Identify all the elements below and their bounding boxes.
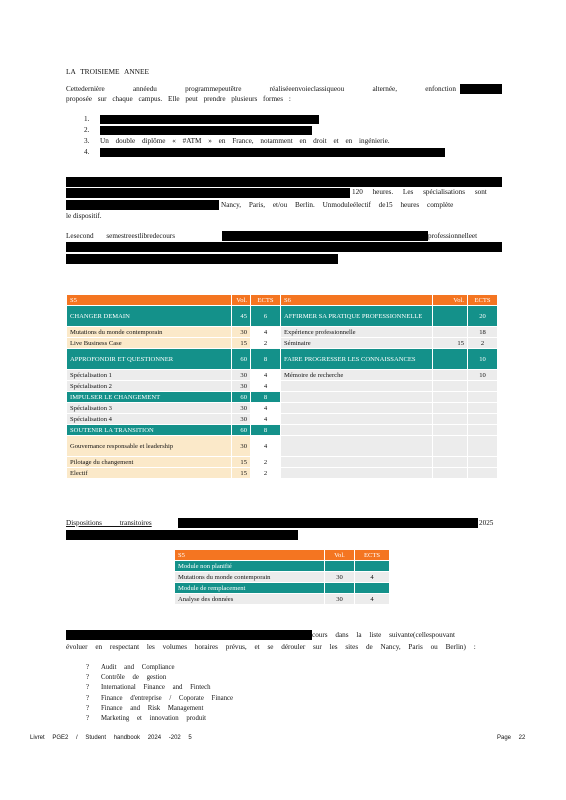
bullet-icon: ? xyxy=(86,684,90,692)
redaction xyxy=(66,200,219,210)
row-volume: 30 xyxy=(232,436,251,457)
row-label: Mutations du monde contemporain xyxy=(67,327,232,338)
row-label: Electif xyxy=(67,468,232,479)
row-volume: 30 xyxy=(232,370,251,381)
list-item: Audit and Compliance xyxy=(101,664,175,671)
empty-cell xyxy=(281,381,433,392)
intro-word: programmepeutêtre xyxy=(185,85,242,93)
row-label: SOUTENIR LA TRANSITION xyxy=(67,425,232,436)
section-heading: LA TROISIEME ANNEE xyxy=(66,67,150,76)
row-ects: 20 xyxy=(468,306,498,327)
row-volume: 60 xyxy=(232,349,251,370)
empty-cell xyxy=(281,392,433,403)
table-row xyxy=(67,457,498,468)
row-volume: 30 xyxy=(232,381,251,392)
intro-word: réaliséeenvoieclassiqueou xyxy=(269,85,345,93)
dispositions-year: 2025 xyxy=(479,519,494,527)
row-ects xyxy=(355,583,390,594)
row-volume: 30 xyxy=(232,327,251,338)
table-row xyxy=(175,594,390,605)
empty-cell xyxy=(468,403,498,414)
row-ects: 4 xyxy=(251,414,281,425)
row-label: Module de remplacement xyxy=(175,583,325,594)
row-volume: 60 xyxy=(232,425,251,436)
row-volume xyxy=(325,561,355,572)
list-item: International Finance and Fintech xyxy=(101,684,211,692)
row-volume: 30 xyxy=(325,594,355,605)
para4-line-1: cours dans la liste suivante(cellespouvant xyxy=(312,631,455,639)
row-label: Pilotage du changement xyxy=(67,457,232,468)
row-label: Analyse des données xyxy=(175,594,325,605)
list-item: Marketing et innovation produit xyxy=(101,715,207,722)
row-label: Spécialisation 3 xyxy=(67,403,232,414)
table-row xyxy=(67,468,498,479)
redaction xyxy=(66,242,502,252)
empty-cell xyxy=(281,425,433,436)
header-volume: Vol. xyxy=(325,550,355,561)
footer-page: Page 22 xyxy=(497,735,526,741)
table-row xyxy=(67,381,498,392)
redaction xyxy=(178,518,478,528)
para3-lead: Lesecond semestreestlibredecours xyxy=(66,232,175,240)
row-volume xyxy=(433,306,468,327)
row-label: Spécialisation 2 xyxy=(67,381,232,392)
row-ects: 8 xyxy=(251,392,281,403)
intro-word: annéedu xyxy=(132,85,157,93)
row-volume: 45 xyxy=(232,306,251,327)
row-volume xyxy=(433,327,468,338)
para2-line-1: 120 heures. Les spécialisations sont xyxy=(352,188,487,196)
empty-cell xyxy=(433,381,468,392)
redaction xyxy=(100,126,312,135)
row-ects: 8 xyxy=(251,349,281,370)
redaction xyxy=(100,115,319,124)
row-ects: 2 xyxy=(468,338,498,349)
list-item-3: Un double diplôme « #ATM » en France, notamment en droit et en ingénierie. xyxy=(100,137,390,145)
list-number: 4. xyxy=(84,148,90,156)
list-number: 3. xyxy=(84,137,90,145)
ects-table-body xyxy=(67,295,498,479)
bullet-icon: ? xyxy=(86,674,90,682)
table-header-row xyxy=(175,550,390,561)
row-label: Mutations du monde contemporain xyxy=(175,572,325,583)
row-volume xyxy=(433,370,468,381)
row-volume: 30 xyxy=(232,403,251,414)
header-volume: Vol. xyxy=(232,295,251,306)
empty-cell xyxy=(433,403,468,414)
empty-cell xyxy=(468,468,498,479)
empty-cell xyxy=(468,436,498,457)
redaction xyxy=(66,530,298,540)
row-ects: 4 xyxy=(251,403,281,414)
footer-left: Livret PGE2 / Student handbook 2024 -202 5 xyxy=(30,735,192,741)
replacement-table xyxy=(174,549,390,605)
row-label: CHANGER DEMAIN xyxy=(67,306,232,327)
empty-cell xyxy=(281,436,433,457)
empty-cell xyxy=(468,381,498,392)
empty-cell xyxy=(281,457,433,468)
redaction xyxy=(460,84,502,94)
row-ects xyxy=(355,561,390,572)
header-semester: S6 xyxy=(281,295,433,306)
redaction xyxy=(222,231,428,241)
empty-cell xyxy=(281,468,433,479)
row-volume: 60 xyxy=(232,392,251,403)
redaction xyxy=(66,254,338,264)
row-label: FAIRE PROGRESSER LES CONNAISSANCES xyxy=(281,349,433,370)
row-ects: 4 xyxy=(251,436,281,457)
row-label: APPROFONDIR ET QUESTIONNER xyxy=(67,349,232,370)
row-label: AFFIRMER SA PRATIQUE PROFESSIONNELLE xyxy=(281,306,433,327)
bullet-icon: ? xyxy=(86,715,90,722)
list-number: 2. xyxy=(84,126,90,134)
intro-line-2: proposée sur chaque campus. Elle peut prendre plusieurs formes : xyxy=(66,95,291,103)
row-volume: 30 xyxy=(232,414,251,425)
row-ects: 2 xyxy=(251,468,281,479)
intro-word: Cettedernière xyxy=(66,85,105,93)
table-row xyxy=(67,349,498,370)
row-ects: 2 xyxy=(251,457,281,468)
para4-line-2: évoluer en respectant les volumes horaires prévus, et se dérouler sur les sites de Nancy, Paris ou Berlin) : xyxy=(66,643,476,651)
table-header-row xyxy=(67,295,498,306)
table-row xyxy=(67,327,498,338)
table-row xyxy=(67,306,498,327)
row-volume xyxy=(325,583,355,594)
empty-cell xyxy=(433,436,468,457)
empty-cell xyxy=(433,414,468,425)
empty-cell xyxy=(468,457,498,468)
header-semester: S5 xyxy=(175,550,325,561)
empty-cell xyxy=(433,392,468,403)
header-ects: ECTS xyxy=(468,295,498,306)
row-volume: 15 xyxy=(232,468,251,479)
list-item: Finance and Risk Management xyxy=(101,704,204,712)
replacement-table-body xyxy=(175,550,390,605)
row-ects: 2 xyxy=(251,338,281,349)
bullet-icon: ? xyxy=(86,704,90,712)
redaction xyxy=(66,188,350,198)
empty-cell xyxy=(468,392,498,403)
row-volume xyxy=(433,349,468,370)
row-ects: 4 xyxy=(251,370,281,381)
empty-cell xyxy=(433,468,468,479)
row-label: Gouvernance responsable et leadership xyxy=(67,436,232,457)
table-row xyxy=(67,425,498,436)
para2-line-3: le dispositif. xyxy=(66,212,102,220)
empty-cell xyxy=(281,414,433,425)
list-item: Finance d'entreprise / Coporate Finance xyxy=(101,694,234,702)
intro-line-1 xyxy=(66,85,456,94)
row-ects: 4 xyxy=(251,327,281,338)
header-volume: Vol. xyxy=(433,295,468,306)
empty-cell xyxy=(433,425,468,436)
row-label: Spécialisation 4 xyxy=(67,414,232,425)
row-label: Expérience professionnelle xyxy=(281,327,433,338)
row-label: Module non planifié xyxy=(175,561,325,572)
row-ects: 4 xyxy=(251,381,281,392)
empty-cell xyxy=(468,425,498,436)
row-label: Live Business Case xyxy=(67,338,232,349)
row-ects: 6 xyxy=(251,306,281,327)
empty-cell xyxy=(281,403,433,414)
table-row xyxy=(67,414,498,425)
dispositions-label: Dispositions transitoires xyxy=(66,519,152,527)
row-label: Mémoire de recherche xyxy=(281,370,433,381)
header-ects: ECTS xyxy=(251,295,281,306)
table-row xyxy=(175,561,390,572)
row-label: Séminaire xyxy=(281,338,433,349)
redaction xyxy=(100,148,445,157)
para2-line-2: Nancy, Paris, et/ou Berlin. Unmoduleélectif de15 heures complète xyxy=(221,201,454,209)
ects-table xyxy=(66,294,498,479)
bullet-icon: ? xyxy=(86,694,90,702)
row-ects: 8 xyxy=(251,425,281,436)
intro-word: enfonction xyxy=(425,85,456,93)
redaction xyxy=(66,630,312,640)
table-row xyxy=(67,370,498,381)
header-semester: S5 xyxy=(67,295,232,306)
row-volume: 15 xyxy=(232,338,251,349)
row-ects: 10 xyxy=(468,349,498,370)
list-number: 1. xyxy=(84,115,90,123)
intro-word: alternée, xyxy=(372,85,398,93)
empty-cell xyxy=(433,457,468,468)
row-label: IMPULSER LE CHANGEMENT xyxy=(67,392,232,403)
table-row xyxy=(67,338,498,349)
row-ects: 10 xyxy=(468,370,498,381)
row-ects: 4 xyxy=(355,572,390,583)
redaction xyxy=(66,177,502,187)
para3-tail: professionnelleet xyxy=(428,232,478,240)
row-ects: 4 xyxy=(355,594,390,605)
bullet-icon: ? xyxy=(86,664,90,671)
table-row xyxy=(67,392,498,403)
table-row xyxy=(67,436,498,457)
row-label: Spécialisation 1 xyxy=(67,370,232,381)
row-volume: 15 xyxy=(232,457,251,468)
table-row xyxy=(67,403,498,414)
header-ects: ECTS xyxy=(355,550,390,561)
list-item: Contrôle de gestion xyxy=(101,674,167,682)
table-row xyxy=(175,583,390,594)
row-volume: 15 xyxy=(433,338,468,349)
row-volume: 30 xyxy=(325,572,355,583)
empty-cell xyxy=(468,414,498,425)
table-row xyxy=(175,572,390,583)
row-ects: 18 xyxy=(468,327,498,338)
